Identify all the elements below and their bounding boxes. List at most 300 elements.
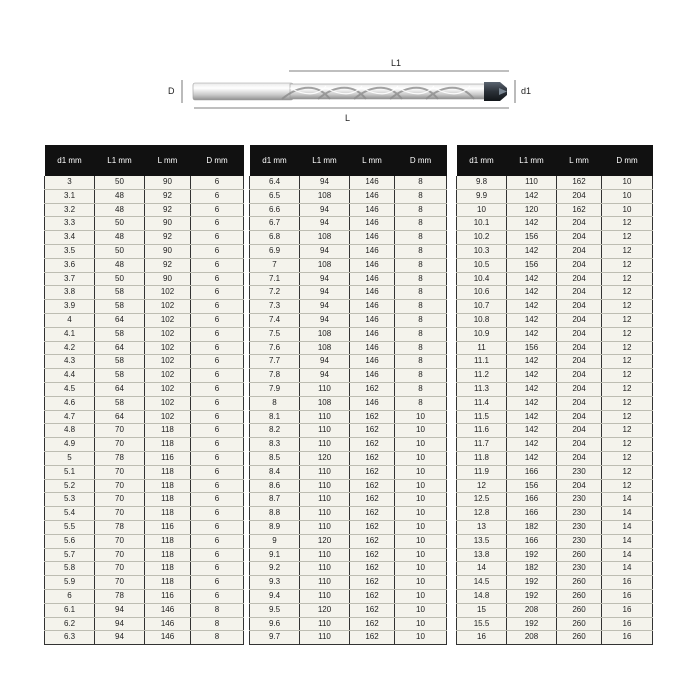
cell-l: 118 bbox=[145, 479, 191, 493]
table-row bbox=[457, 382, 653, 396]
table-row bbox=[457, 341, 653, 355]
cell-l: 204 bbox=[557, 313, 602, 327]
cell-l: 118 bbox=[145, 562, 191, 576]
cell-d: 14 bbox=[602, 507, 653, 521]
spec-table-2-wrap bbox=[249, 145, 447, 645]
cell-l1: 50 bbox=[95, 176, 145, 189]
cell-d: 8 bbox=[395, 176, 447, 189]
cell-d1: 5.4 bbox=[45, 507, 95, 521]
cell-d: 6 bbox=[191, 286, 244, 300]
cell-l1: 166 bbox=[507, 534, 557, 548]
cell-d1: 11.2 bbox=[457, 369, 507, 383]
cell-l: 162 bbox=[557, 203, 602, 217]
spec-table-1 bbox=[44, 145, 244, 645]
cell-d1: 4.2 bbox=[45, 341, 95, 355]
cell-l1: 110 bbox=[300, 465, 350, 479]
cell-d1: 5.6 bbox=[45, 534, 95, 548]
cell-l1: 182 bbox=[507, 562, 557, 576]
cell-l1: 108 bbox=[300, 341, 350, 355]
cell-l: 204 bbox=[557, 424, 602, 438]
table-row bbox=[457, 479, 653, 493]
cell-l1: 142 bbox=[507, 451, 557, 465]
cell-l1: 110 bbox=[300, 589, 350, 603]
cell-d: 6 bbox=[191, 244, 244, 258]
cell-l1: 166 bbox=[507, 507, 557, 521]
cell-d: 10 bbox=[395, 548, 447, 562]
cell-d: 10 bbox=[602, 189, 653, 203]
table-body bbox=[457, 176, 653, 645]
cell-d1: 3.7 bbox=[45, 272, 95, 286]
table-row bbox=[250, 313, 447, 327]
table-row bbox=[250, 369, 447, 383]
cell-l1: 78 bbox=[95, 589, 145, 603]
cell-l1: 108 bbox=[300, 327, 350, 341]
cell-l: 146 bbox=[350, 189, 395, 203]
cell-d1: 6.3 bbox=[45, 631, 95, 645]
cell-d1: 4.7 bbox=[45, 410, 95, 424]
table-row bbox=[250, 520, 447, 534]
cell-d1: 5.3 bbox=[45, 493, 95, 507]
table-row bbox=[45, 562, 244, 576]
cell-d: 12 bbox=[602, 286, 653, 300]
cell-d: 10 bbox=[395, 562, 447, 576]
cell-d: 8 bbox=[395, 327, 447, 341]
table-row bbox=[457, 631, 653, 645]
cell-d: 6 bbox=[191, 176, 244, 189]
table-row bbox=[45, 589, 244, 603]
cell-d: 6 bbox=[191, 562, 244, 576]
cell-l: 146 bbox=[350, 341, 395, 355]
cell-d: 10 bbox=[395, 576, 447, 590]
header-row bbox=[250, 145, 447, 176]
header-row bbox=[45, 145, 244, 176]
cell-d: 16 bbox=[602, 631, 653, 645]
cell-d: 12 bbox=[602, 341, 653, 355]
table-row bbox=[250, 300, 447, 314]
cell-d: 6 bbox=[191, 396, 244, 410]
table-row bbox=[45, 465, 244, 479]
cell-d: 6 bbox=[191, 451, 244, 465]
cell-l: 102 bbox=[145, 327, 191, 341]
cell-d: 10 bbox=[395, 493, 447, 507]
header-d: D mm bbox=[395, 145, 447, 176]
table-row bbox=[250, 589, 447, 603]
cell-l1: 182 bbox=[507, 520, 557, 534]
cell-d: 12 bbox=[602, 313, 653, 327]
cell-l: 90 bbox=[145, 272, 191, 286]
cell-l1: 70 bbox=[95, 438, 145, 452]
cell-d: 8 bbox=[395, 355, 447, 369]
cell-l: 260 bbox=[557, 617, 602, 631]
cell-l: 146 bbox=[350, 176, 395, 189]
cell-d: 12 bbox=[602, 396, 653, 410]
cell-d1: 6.4 bbox=[250, 176, 300, 189]
cell-l: 204 bbox=[557, 300, 602, 314]
cell-l1: 110 bbox=[300, 382, 350, 396]
cell-d: 12 bbox=[602, 369, 653, 383]
cell-d: 6 bbox=[191, 189, 244, 203]
cell-l: 90 bbox=[145, 176, 191, 189]
cell-l: 146 bbox=[350, 286, 395, 300]
table-row bbox=[45, 217, 244, 231]
header-l: L mm bbox=[557, 145, 602, 176]
cell-d: 8 bbox=[395, 189, 447, 203]
cell-d: 10 bbox=[395, 451, 447, 465]
cell-l1: 94 bbox=[300, 300, 350, 314]
cell-l1: 70 bbox=[95, 424, 145, 438]
cell-l1: 192 bbox=[507, 576, 557, 590]
cell-d: 6 bbox=[191, 369, 244, 383]
cell-l1: 48 bbox=[95, 258, 145, 272]
cell-l: 146 bbox=[350, 258, 395, 272]
cell-l1: 94 bbox=[300, 176, 350, 189]
cell-l1: 110 bbox=[507, 176, 557, 189]
cell-l1: 48 bbox=[95, 189, 145, 203]
cell-l: 118 bbox=[145, 424, 191, 438]
table-row bbox=[45, 189, 244, 203]
cell-d: 10 bbox=[395, 479, 447, 493]
cell-l1: 50 bbox=[95, 272, 145, 286]
cell-d1: 3.9 bbox=[45, 300, 95, 314]
cell-d1: 15 bbox=[457, 603, 507, 617]
cell-l1: 78 bbox=[95, 451, 145, 465]
cell-d: 6 bbox=[191, 479, 244, 493]
cell-d: 10 bbox=[395, 534, 447, 548]
cell-l: 230 bbox=[557, 562, 602, 576]
cell-l: 162 bbox=[350, 479, 395, 493]
cell-l1: 108 bbox=[300, 231, 350, 245]
cell-l1: 142 bbox=[507, 355, 557, 369]
table-row bbox=[457, 244, 653, 258]
cell-l1: 142 bbox=[507, 244, 557, 258]
cell-l: 102 bbox=[145, 382, 191, 396]
cell-l: 204 bbox=[557, 244, 602, 258]
cell-l1: 64 bbox=[95, 313, 145, 327]
cell-l: 102 bbox=[145, 355, 191, 369]
header-d1: d1 mm bbox=[45, 145, 95, 176]
table-row bbox=[250, 438, 447, 452]
table-row bbox=[45, 451, 244, 465]
cell-l1: 70 bbox=[95, 465, 145, 479]
table-row bbox=[45, 438, 244, 452]
cell-l1: 70 bbox=[95, 507, 145, 521]
cell-d1: 6.9 bbox=[250, 244, 300, 258]
cell-l1: 208 bbox=[507, 603, 557, 617]
cell-d: 6 bbox=[191, 300, 244, 314]
cell-d1: 3.6 bbox=[45, 258, 95, 272]
cell-l1: 120 bbox=[300, 451, 350, 465]
cell-l1: 110 bbox=[300, 410, 350, 424]
cell-d: 14 bbox=[602, 520, 653, 534]
cell-d: 10 bbox=[602, 176, 653, 189]
cell-l: 162 bbox=[350, 631, 395, 645]
cell-d1: 3.5 bbox=[45, 244, 95, 258]
cell-l1: 142 bbox=[507, 396, 557, 410]
table-row bbox=[457, 355, 653, 369]
cell-l: 116 bbox=[145, 589, 191, 603]
cell-d: 8 bbox=[395, 396, 447, 410]
table-row bbox=[250, 382, 447, 396]
cell-l1: 94 bbox=[300, 217, 350, 231]
cell-l: 204 bbox=[557, 341, 602, 355]
cell-d1: 11 bbox=[457, 341, 507, 355]
cell-d1: 8 bbox=[250, 396, 300, 410]
cell-l1: 94 bbox=[95, 603, 145, 617]
cell-d: 8 bbox=[395, 300, 447, 314]
table-row bbox=[457, 286, 653, 300]
cell-d1: 7.6 bbox=[250, 341, 300, 355]
cell-d: 12 bbox=[602, 327, 653, 341]
cell-d: 16 bbox=[602, 603, 653, 617]
table-row bbox=[457, 300, 653, 314]
cell-l1: 110 bbox=[300, 617, 350, 631]
cell-l: 162 bbox=[350, 589, 395, 603]
cell-d: 6 bbox=[191, 217, 244, 231]
table-row bbox=[250, 562, 447, 576]
header-l1: L1 mm bbox=[507, 145, 557, 176]
cell-l: 102 bbox=[145, 410, 191, 424]
cell-d1: 15.5 bbox=[457, 617, 507, 631]
cell-l: 92 bbox=[145, 258, 191, 272]
cell-d1: 14.8 bbox=[457, 589, 507, 603]
cell-l1: 142 bbox=[507, 272, 557, 286]
cell-d1: 11.6 bbox=[457, 424, 507, 438]
cell-l1: 110 bbox=[300, 479, 350, 493]
cell-d: 12 bbox=[602, 382, 653, 396]
table-row bbox=[457, 369, 653, 383]
cell-l: 118 bbox=[145, 534, 191, 548]
cell-d1: 7.7 bbox=[250, 355, 300, 369]
cell-l: 162 bbox=[350, 534, 395, 548]
cell-d: 12 bbox=[602, 465, 653, 479]
cell-d1: 6.5 bbox=[250, 189, 300, 203]
cell-d: 10 bbox=[395, 631, 447, 645]
cell-l1: 70 bbox=[95, 576, 145, 590]
cell-d1: 9.6 bbox=[250, 617, 300, 631]
cell-d: 8 bbox=[395, 382, 447, 396]
cell-d: 6 bbox=[191, 465, 244, 479]
cell-l: 102 bbox=[145, 286, 191, 300]
cell-d1: 9.5 bbox=[250, 603, 300, 617]
cell-d: 6 bbox=[191, 272, 244, 286]
cell-d1: 12.8 bbox=[457, 507, 507, 521]
table-row bbox=[45, 493, 244, 507]
cell-l: 162 bbox=[350, 562, 395, 576]
label-d1: d1 bbox=[521, 86, 532, 96]
cell-l1: 94 bbox=[300, 203, 350, 217]
cell-l: 204 bbox=[557, 410, 602, 424]
cell-d: 14 bbox=[602, 534, 653, 548]
spec-table-2 bbox=[249, 145, 447, 645]
table-row bbox=[457, 603, 653, 617]
cell-d: 6 bbox=[191, 507, 244, 521]
cell-d1: 5.9 bbox=[45, 576, 95, 590]
table-row bbox=[250, 451, 447, 465]
table-row bbox=[457, 396, 653, 410]
table-row bbox=[250, 576, 447, 590]
table-row bbox=[45, 258, 244, 272]
cell-d1: 5.5 bbox=[45, 520, 95, 534]
cell-l1: 108 bbox=[300, 258, 350, 272]
cell-d: 12 bbox=[602, 355, 653, 369]
cell-d1: 9.3 bbox=[250, 576, 300, 590]
cell-d: 10 bbox=[395, 424, 447, 438]
cell-l1: 142 bbox=[507, 438, 557, 452]
header-l: L mm bbox=[145, 145, 191, 176]
table-row bbox=[45, 341, 244, 355]
cell-l: 146 bbox=[145, 617, 191, 631]
header-l: L mm bbox=[350, 145, 395, 176]
table-row bbox=[250, 534, 447, 548]
cell-d: 6 bbox=[191, 341, 244, 355]
table-row bbox=[250, 479, 447, 493]
cell-d1: 11.5 bbox=[457, 410, 507, 424]
cell-d1: 9.2 bbox=[250, 562, 300, 576]
cell-d: 12 bbox=[602, 300, 653, 314]
cell-l: 118 bbox=[145, 548, 191, 562]
cell-d1: 7.3 bbox=[250, 300, 300, 314]
table-row bbox=[457, 576, 653, 590]
cell-l: 146 bbox=[350, 327, 395, 341]
table-row bbox=[45, 396, 244, 410]
cell-l1: 192 bbox=[507, 617, 557, 631]
cell-l1: 110 bbox=[300, 438, 350, 452]
table-row bbox=[45, 520, 244, 534]
cell-l: 118 bbox=[145, 507, 191, 521]
cell-d1: 4.3 bbox=[45, 355, 95, 369]
cell-d1: 4.9 bbox=[45, 438, 95, 452]
cell-l1: 64 bbox=[95, 410, 145, 424]
cell-l1: 110 bbox=[300, 424, 350, 438]
cell-l: 102 bbox=[145, 369, 191, 383]
cell-l1: 58 bbox=[95, 327, 145, 341]
cell-l1: 94 bbox=[300, 286, 350, 300]
cell-l1: 64 bbox=[95, 341, 145, 355]
cell-l: 92 bbox=[145, 189, 191, 203]
cell-d1: 3.3 bbox=[45, 217, 95, 231]
label-d: D bbox=[168, 86, 175, 96]
table-row bbox=[457, 424, 653, 438]
cell-l: 162 bbox=[350, 424, 395, 438]
cell-d1: 10.4 bbox=[457, 272, 507, 286]
table-row bbox=[250, 507, 447, 521]
cell-l: 204 bbox=[557, 396, 602, 410]
table-row bbox=[250, 327, 447, 341]
cell-d1: 4.1 bbox=[45, 327, 95, 341]
cell-d: 12 bbox=[602, 424, 653, 438]
cell-l: 162 bbox=[350, 548, 395, 562]
cell-d1: 5.8 bbox=[45, 562, 95, 576]
cell-l: 118 bbox=[145, 438, 191, 452]
table-row bbox=[457, 189, 653, 203]
cell-l: 116 bbox=[145, 451, 191, 465]
cell-d1: 9.9 bbox=[457, 189, 507, 203]
header-d1: d1 mm bbox=[250, 145, 300, 176]
cell-l: 146 bbox=[350, 355, 395, 369]
cell-l: 204 bbox=[557, 369, 602, 383]
cell-l1: 58 bbox=[95, 396, 145, 410]
table-row bbox=[250, 493, 447, 507]
cell-d: 6 bbox=[191, 548, 244, 562]
cell-d1: 8.4 bbox=[250, 465, 300, 479]
header-d1: d1 mm bbox=[457, 145, 507, 176]
table-row bbox=[457, 451, 653, 465]
table-row bbox=[457, 548, 653, 562]
cell-d1: 16 bbox=[457, 631, 507, 645]
cell-l: 116 bbox=[145, 520, 191, 534]
cell-l: 204 bbox=[557, 217, 602, 231]
table-row bbox=[45, 548, 244, 562]
cell-l1: 142 bbox=[507, 189, 557, 203]
cell-l: 146 bbox=[350, 369, 395, 383]
cell-d1: 10.8 bbox=[457, 313, 507, 327]
cell-d1: 4 bbox=[45, 313, 95, 327]
cell-d1: 10.9 bbox=[457, 327, 507, 341]
cell-d: 8 bbox=[395, 369, 447, 383]
cell-l1: 94 bbox=[95, 617, 145, 631]
cell-l: 204 bbox=[557, 479, 602, 493]
cell-l1: 142 bbox=[507, 369, 557, 383]
table-row bbox=[250, 355, 447, 369]
cell-d: 10 bbox=[395, 617, 447, 631]
cell-l1: 64 bbox=[95, 382, 145, 396]
table-row bbox=[45, 424, 244, 438]
cell-d1: 11.4 bbox=[457, 396, 507, 410]
cell-l1: 108 bbox=[300, 189, 350, 203]
table-row bbox=[45, 300, 244, 314]
cell-l1: 94 bbox=[95, 631, 145, 645]
table-row bbox=[250, 244, 447, 258]
cell-l: 162 bbox=[350, 410, 395, 424]
table-row bbox=[250, 410, 447, 424]
cell-d: 6 bbox=[191, 313, 244, 327]
table-row bbox=[457, 231, 653, 245]
cell-d1: 8.1 bbox=[250, 410, 300, 424]
cell-l1: 192 bbox=[507, 548, 557, 562]
cell-l: 102 bbox=[145, 300, 191, 314]
table-row bbox=[457, 520, 653, 534]
cell-l1: 70 bbox=[95, 562, 145, 576]
cell-l1: 70 bbox=[95, 534, 145, 548]
cell-d1: 4.8 bbox=[45, 424, 95, 438]
table-row bbox=[45, 203, 244, 217]
cell-l: 230 bbox=[557, 465, 602, 479]
cell-d1: 14.5 bbox=[457, 576, 507, 590]
table-row bbox=[45, 631, 244, 645]
table-body bbox=[45, 176, 244, 645]
cell-l: 162 bbox=[350, 507, 395, 521]
table-row bbox=[45, 272, 244, 286]
table-row bbox=[457, 507, 653, 521]
table-row bbox=[45, 327, 244, 341]
cell-l1: 208 bbox=[507, 631, 557, 645]
cell-d: 8 bbox=[395, 244, 447, 258]
cell-l1: 120 bbox=[300, 534, 350, 548]
cell-d1: 6.6 bbox=[250, 203, 300, 217]
cell-l1: 142 bbox=[507, 300, 557, 314]
cell-d: 8 bbox=[191, 617, 244, 631]
cell-l1: 94 bbox=[300, 244, 350, 258]
cell-l: 118 bbox=[145, 493, 191, 507]
cell-d1: 10 bbox=[457, 203, 507, 217]
cell-l: 162 bbox=[350, 451, 395, 465]
cell-d: 6 bbox=[191, 231, 244, 245]
cell-d: 12 bbox=[602, 231, 653, 245]
cell-d: 6 bbox=[191, 355, 244, 369]
cell-d1: 8.7 bbox=[250, 493, 300, 507]
header-d: D mm bbox=[191, 145, 244, 176]
cell-d: 12 bbox=[602, 451, 653, 465]
